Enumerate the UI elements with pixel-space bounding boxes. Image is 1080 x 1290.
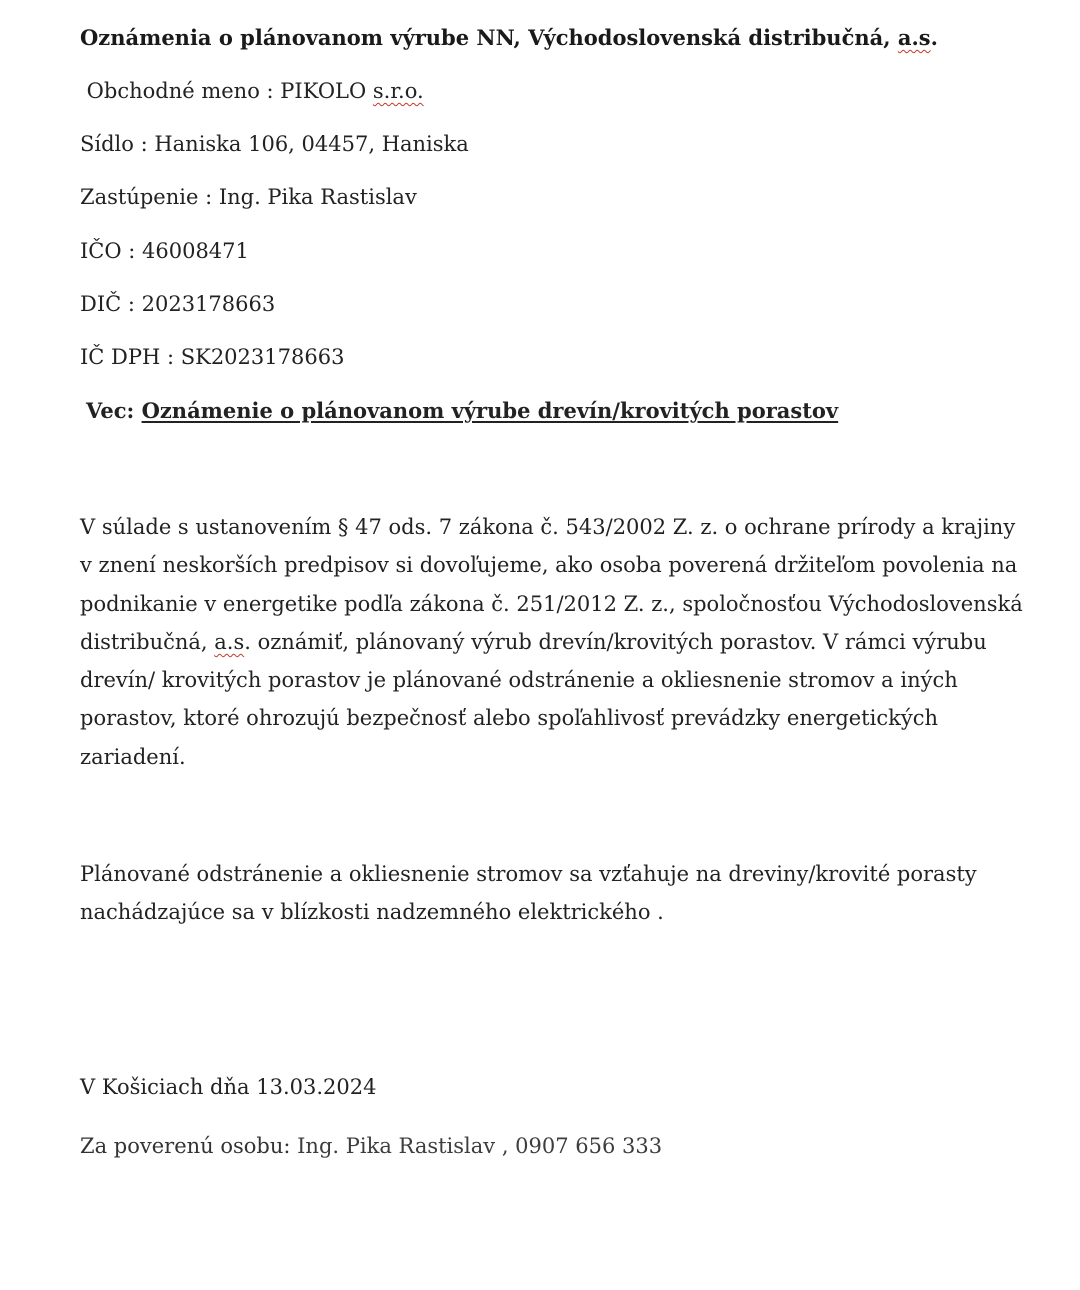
paragraph-line — [80, 623, 1000, 661]
paragraph-fragment: . oznámiť, plánovaný výrub drevín/krovitých porastov. V rámci výrubu — [244, 629, 987, 654]
paragraph-line: V súlade s ustanovením § 47 ods. 7 zákona č. 543/2002 Z. z. o ochrane prírody a krajiny — [80, 515, 1016, 539]
document-heading — [80, 24, 938, 52]
company-seat: Sídlo : Haniska 106, 04457, Haniska — [80, 132, 469, 156]
signature-line — [80, 1132, 662, 1160]
paragraph-line: Plánované odstránenie a okliesnenie stromov sa vzťahuje na dreviny/krovité porasty — [80, 862, 977, 886]
paragraph-line: porastov, ktoré ohrozujú bezpečnosť alebo spoľahlivosť prevádzky energetických — [80, 706, 938, 731]
place-and-date: V Košiciach dňa 13.03.2024 — [80, 1075, 377, 1099]
signer-label: Za poverenú osobu: — [80, 1134, 298, 1158]
paragraph-legal-basis — [80, 508, 1023, 776]
company-ic-dph: IČ DPH : SK2023178663 — [80, 345, 345, 369]
company-ico: IČO : 46008471 — [80, 239, 249, 263]
company-name-label: Obchodné meno : PIKOLO — [80, 79, 373, 103]
heading-suffix-spellcheck: a.s — [897, 25, 931, 50]
subject-text: Oznámenie o plánovanom výrube drevín/krovitých porastov — [141, 398, 839, 423]
paragraph-line: nachádzajúce sa v blízkosti nadzemného elektrického . — [80, 900, 664, 925]
company-name-suffix-spellcheck: s.r.o. — [372, 79, 424, 103]
paragraph-line: drevín/ krovitých porastov je plánované odstránenie a okliesnenie stromov a iných — [80, 668, 958, 693]
paragraph-scope — [80, 855, 1000, 932]
paragraph-line: v znení neskorších predpisov si dovoľujeme, ako osoba poverená držiteľom povolenia na — [80, 553, 1018, 578]
heading-end: . — [930, 25, 938, 50]
paragraph-line: podnikanie v energetike podľa zákona č. 251/2012 Z. z., spoločnosťou Východoslovenská — [80, 591, 1023, 616]
subject-line — [86, 397, 838, 425]
paragraph-spellcheck-fragment: a.s — [214, 629, 245, 654]
company-representation: Zastúpenie : Ing. Pika Rastislav — [80, 185, 417, 209]
company-name-line — [80, 77, 424, 105]
company-dic: DIČ : 2023178663 — [80, 292, 276, 316]
heading-text: Oznámenia o plánovanom výrube NN, Východoslovenská distribučná, — [80, 25, 898, 50]
signer-value: Ing. Pika Rastislav , 0907 656 333 — [297, 1134, 663, 1158]
paragraph-fragment: distribučná, — [80, 629, 215, 654]
paragraph-line: zariadení. — [80, 744, 186, 769]
subject-label: Vec: — [86, 398, 142, 423]
